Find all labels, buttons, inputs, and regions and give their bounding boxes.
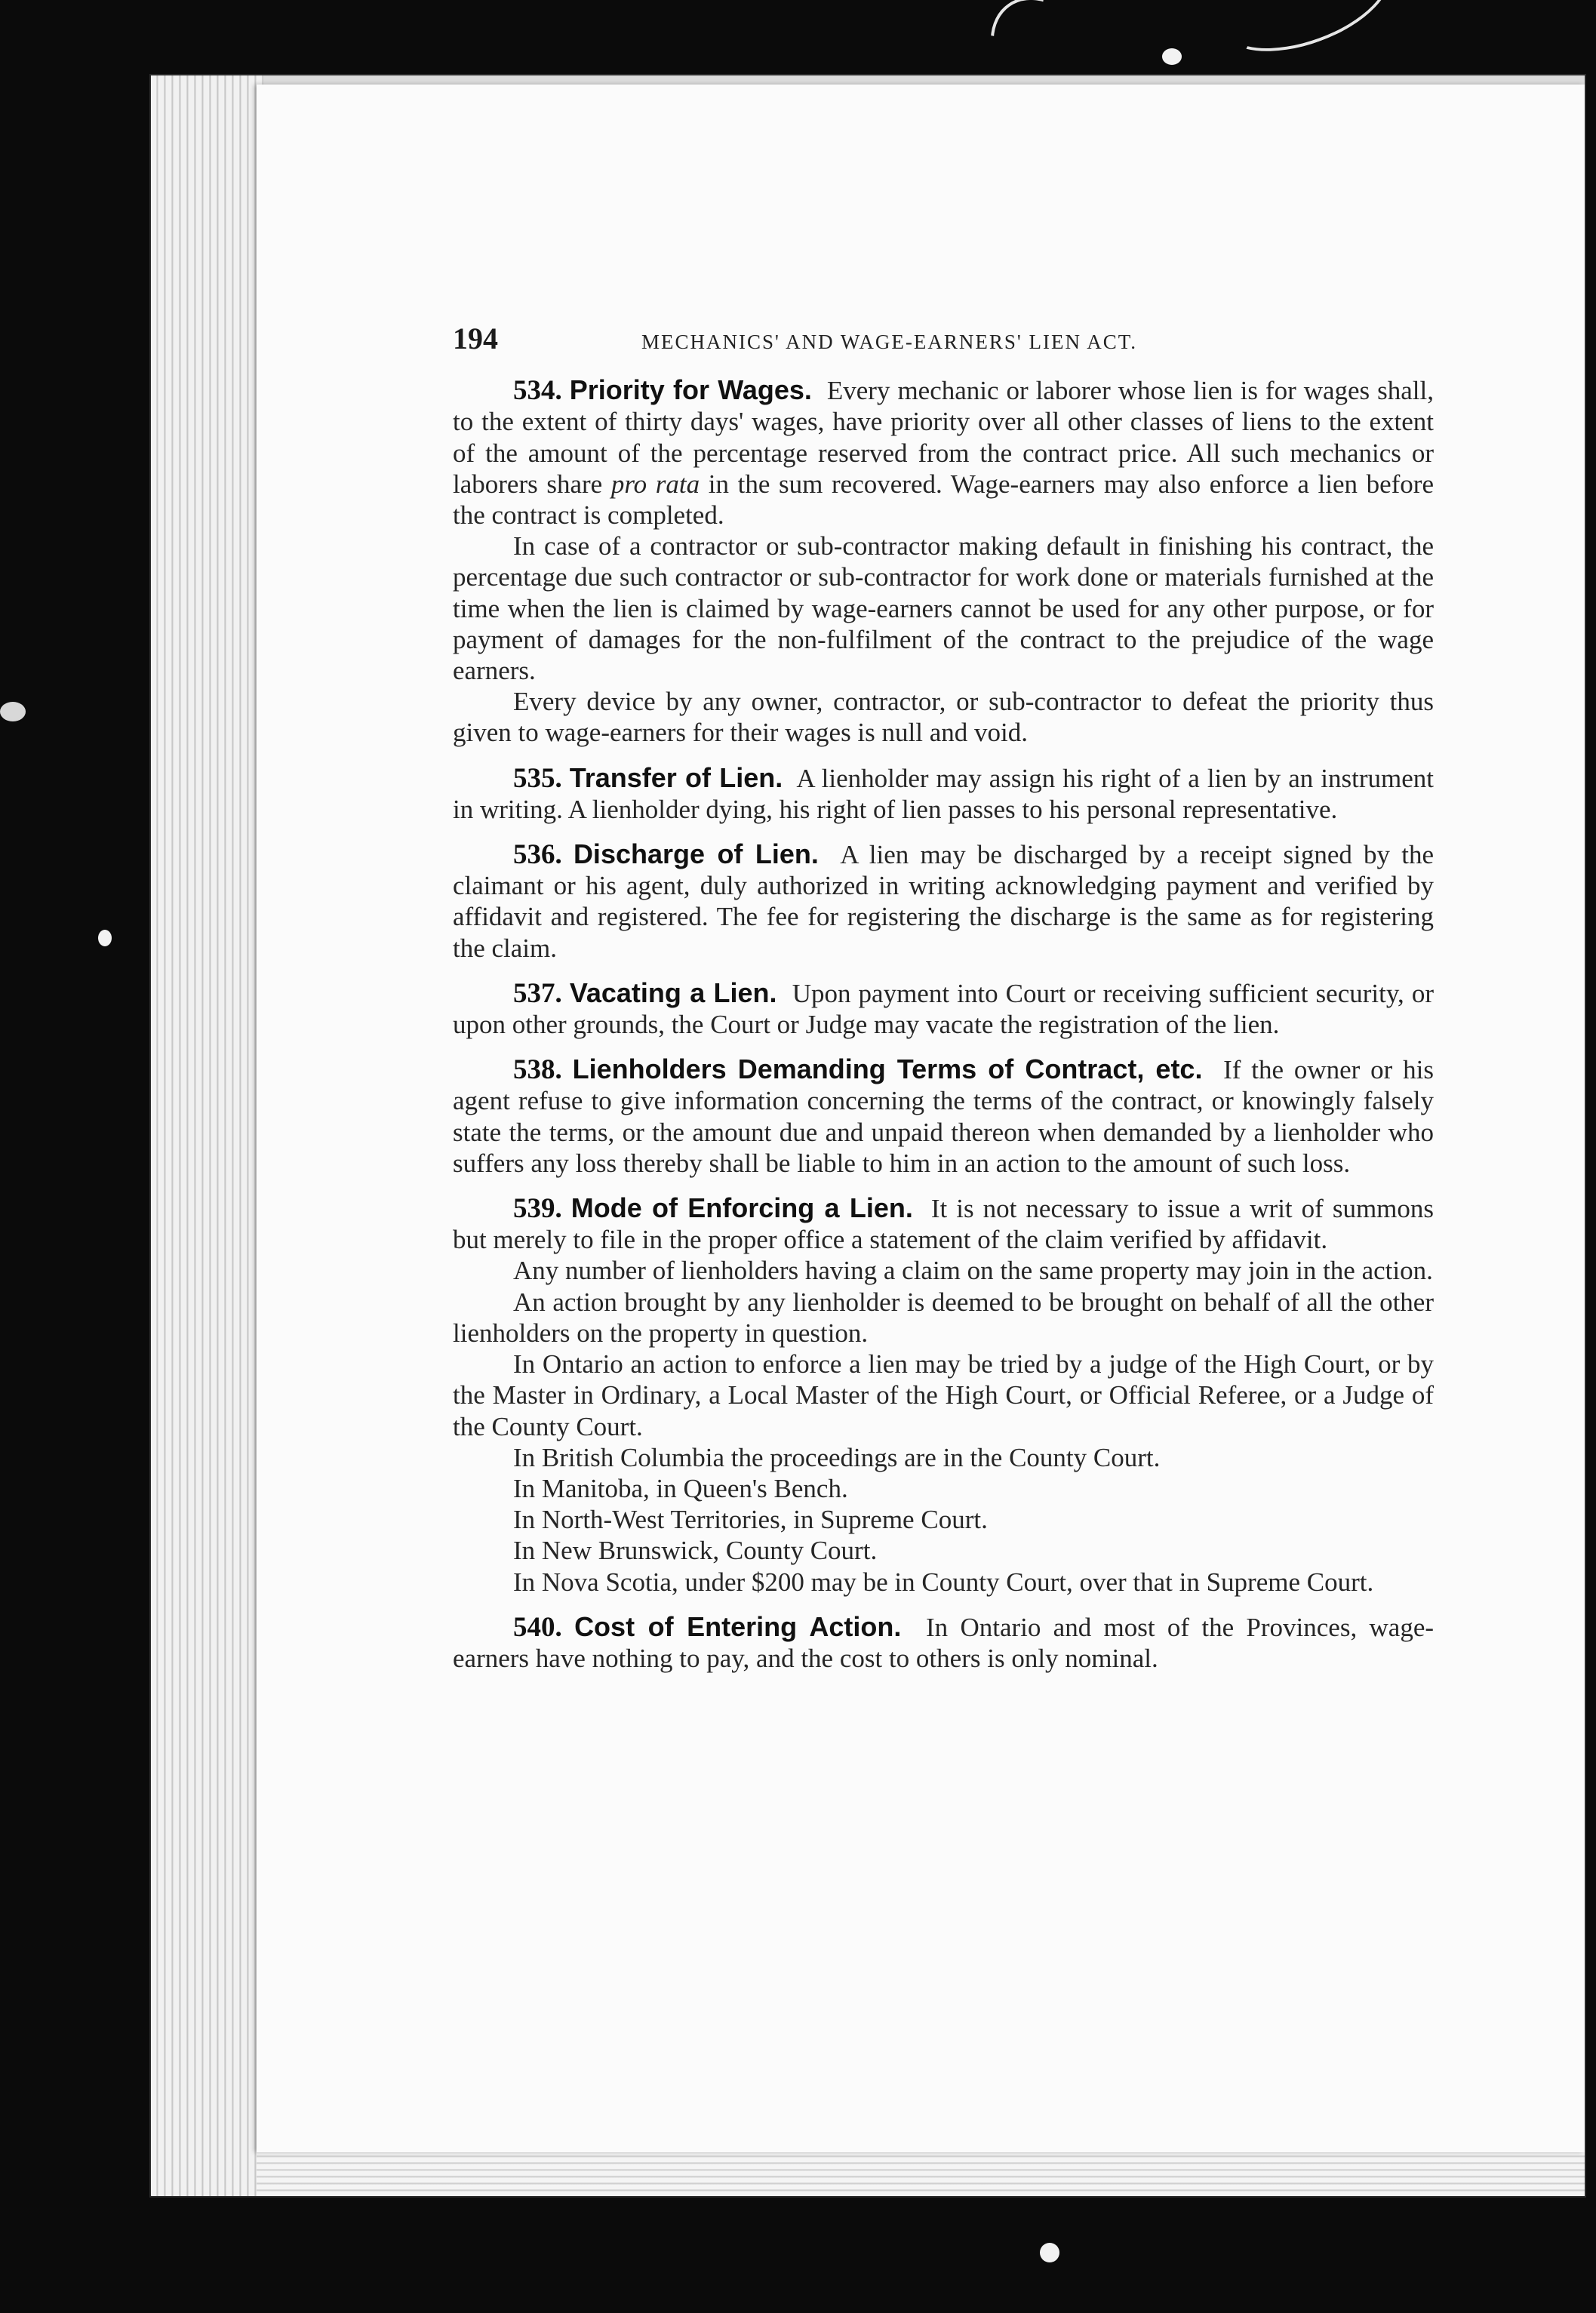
section-number: 535. [513, 762, 562, 794]
section-title: Transfer of Lien. [569, 761, 783, 793]
paragraph: In North-West Territories, in Supreme Court. [513, 1505, 988, 1535]
section-number: 534. [513, 375, 562, 407]
running-title: MECHANICS' AND WAGE-EARNERS' LIEN ACT. [641, 331, 1137, 353]
section-number: 538. [513, 1054, 562, 1086]
page-edges-bottom [257, 2151, 1585, 2196]
section-number: 537. [513, 977, 562, 1009]
section-title: Cost of Entering Action. [574, 1610, 902, 1642]
section-number: 540. [513, 1611, 562, 1643]
section-537-paragraph [453, 977, 1434, 1040]
paragraph: In Manitoba, in Queen's Bench. [513, 1473, 848, 1503]
section-number: 536. [513, 839, 562, 871]
paragraph: In New Brunswick, County Court. [513, 1536, 878, 1566]
paragraph: In Ontario an action to enforce a lien may be tried by a judge of the High Court, or by the Master in Ordinary, a Local Master of the High Court, or Official Referee, or a Judge of the County Court. [453, 1349, 1434, 1441]
running-head [453, 323, 1434, 358]
paragraph: In case of a contractor or sub-contractor making default in finishing his contract, the percentage due such contractor or sub-contractor for work done or materials furnished at the time when the lien is claimed by wage-earners cannot be used for any other purpose, or for payment of damages for the non-fulfilment of the contract to the prejudice of the wage earners. [453, 531, 1434, 686]
section-number: 539. [513, 1193, 562, 1225]
section-title: Mode of Enforcing a Lien. [570, 1192, 913, 1224]
section-title: Lienholders Demanding Terms of Contract, etc. [572, 1053, 1203, 1085]
section-534-paragraph [453, 374, 1434, 531]
scan-stroke [1205, 0, 1404, 72]
paragraph: In Nova Scotia, under $200 may be in County Court, over that in Supreme Court. [513, 1567, 1374, 1597]
paragraph: Every device by any owner, contractor, or sub-contractor to defeat the priority thus given to wage-earners for their wages is null and void. [453, 687, 1434, 748]
scan-speck [0, 702, 26, 721]
paragraph: In British Columbia the proceedings are in the County Court. [513, 1442, 1161, 1472]
page-number: 194 [453, 321, 498, 355]
paragraph: An action brought by any lienholder is deemed to be brought on behalf of all the other lienholders on the property in question. [453, 1287, 1434, 1348]
page-text [453, 323, 1434, 1674]
section-540-paragraph [453, 1611, 1434, 1674]
scan-speck [98, 930, 112, 946]
section-538-paragraph [453, 1053, 1434, 1179]
page-edges [151, 75, 264, 2196]
paragraph-text: A lien may be discharged by a receipt signed by the claimant or his agent, duly authorized in writing acknowledging payment and verified by affidavit and registered. The fee for registering the discharge is the same as for registering the claim. [453, 840, 1434, 963]
paragraph-text: in the sum recovered. Wage-earners may also enforce a lien before the contract is completed. [453, 469, 1434, 531]
latin-phrase: pro rata [610, 469, 700, 499]
paragraph-text: Every mechanic or laborer whose lien is for wages shall, to the extent of thirty days' wages, have priority over all other classes of liens to the extent of the amount of the percentage reserved from the contract price. All such mechanics or laborers share [453, 376, 1435, 499]
paragraph-text: In Ontario and most of the Provinces, wage-earners have nothing to pay, and the cost to others is only nominal. [453, 1612, 1435, 1673]
paragraph-text: A lienholder may assign his right of a lien by an instrument in writing. A lienholder dying, his right of lien passes to his personal representative. [453, 763, 1434, 824]
section-539-paragraph [453, 1192, 1434, 1255]
section-title: Discharge of Lien. [573, 838, 819, 870]
section-535-paragraph [453, 762, 1434, 825]
paragraph-text: If the owner or his agent refuse to give information concerning the terms of the contract, or knowingly falsely state the terms, or the amount due and unpaid thereon when demanded by a lienholder who suffers any loss thereby shall be liable to him in an action to the amount of such loss. [453, 1055, 1435, 1178]
section-title: Vacating a Lien. [569, 977, 777, 1008]
paragraph-text: It is not necessary to issue a writ of summons but merely to file in the proper office a statement of the claim verified by affidavit. [453, 1194, 1435, 1255]
paragraph: Any number of lienholders having a claim on the same property may join in the action. [513, 1256, 1433, 1286]
scan-speck [1162, 48, 1182, 65]
paragraph-text: Upon payment into Court or receiving sufficient security, or upon other grounds, the Court or Judge may vacate the registration of the lien. [453, 978, 1435, 1040]
section-title: Priority for Wages. [569, 374, 812, 406]
scan-speck [1040, 2243, 1059, 2262]
section-536-paragraph [453, 838, 1434, 964]
